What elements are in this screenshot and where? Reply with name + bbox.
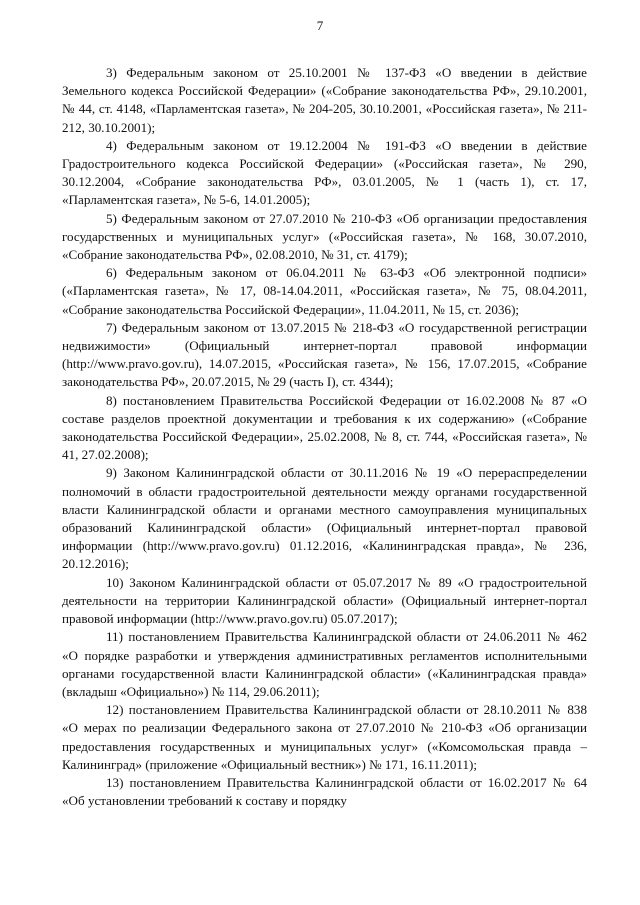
- list-item-11: 11) постановлением Правительства Калининградской области от 24.06.2011 № 462 «О порядке разработки и утверждения административных регламентов исполнительными органами государственной власти Калининградской области» («Калининградская правда» (вкладыш «Официально») № 114, 29.06.2011);: [62, 629, 587, 699]
- list-item-4: 4) Федеральным законом от 19.12.2004 № 191-ФЗ «О введении в действие Градостроительного кодекса Российской Федерации» («Российская газета», № 290, 30.12.2004, «Собрание законодательства РФ», 03.01.2005, № 1 (часть 1), ст. 17, «Парламентская газета», № 5-6, 14.01.2005);: [62, 137, 587, 208]
- list-item-12: 12) постановлением Правительства Калининградской области от 28.10.2011 № 838 «О мерах по реализации Федерального закона от 27.07.2010 № 210-ФЗ «Об организации предоставления государственных и муниципальных услуг» («Комсомольская правда – Калининград» (приложение «Официальный вестник») № 171, 16.11.2011);: [62, 702, 587, 772]
- list-item-9: 9) Законом Калининградской области от 30.11.2016 № 19 «О перераспределении полномочий в области градостроительной деятельности между органами государственной власти Калининградской области и органами местного самоуправления муниципальных образований Калининградской области» (Официальный интернет-портал правовой информации (http://www.pravo.gov.ru) 01.12.2016, «Калининградская правда», № 236, 20.12.2016);: [62, 465, 587, 572]
- list-item-3: 3) Федеральным законом от 25.10.2001 № 137-ФЗ «О введении в действие Земельного кодекса Российской Федерации» («Собрание законодательства РФ», 29.10.2001, № 44, ст. 4148, «Парламентская газета», № 204-205, 30.10.2001, «Российская газета», № 211-212, 30.10.2001);: [62, 65, 587, 135]
- list-item-5: 5) Федеральным законом от 27.07.2010 № 210-ФЗ «Об организации предоставления государственных и муниципальных услуг» («Российская газета», № 168, 30.07.2010, «Собрание законодательства РФ», 02.08.2010, № 31, ст. 4179);: [62, 210, 587, 263]
- list-item-13: 13) постановлением Правительства Калининградской области от 16.02.2017 № 64 «Об установлении требований к составу и порядку: [62, 774, 587, 809]
- page-number: 7: [316, 18, 324, 33]
- list-item-7: 7) Федеральным законом от 13.07.2015 № 218-ФЗ «О государственной регистрации недвижимости» (Официальный интернет-портал правовой информации (http://www.pravo.gov.ru), 14.07.2015, «Российская газета», № 156, 17.07.2015, «Собрание законодательства РФ», 20.07.2015, № 29 (часть I), ст. 4344);: [62, 319, 587, 390]
- list-item-6: 6) Федеральным законом от 06.04.2011 № 63-ФЗ «Об электронной подписи» («Парламентская газета», № 17, 08-14.04.2011, «Российская газета», № 75, 08.04.2011, «Собрание законодательства Российской Федерации», 11.04.2011, № 15, ст. 2036);: [62, 265, 587, 317]
- document-body: [62, 64, 587, 810]
- list-item-10: 10) Законом Калининградской области от 05.07.2017 № 89 «О градостроительной деятельности на территории Калининградской области» (Официальный интернет-портал правовой информации (http://www.pravo.gov.ru) 05.07.2017);: [62, 574, 587, 627]
- list-item-8: 8) постановлением Правительства Российской Федерации от 16.02.2008 № 87 «О составе разделов проектной документации и требования к их содержанию» («Собрание законодательства Российской Федерации», 25.02.2008, № 8, ст. 744, «Российская газета», № 41, 27.02.2008);: [62, 392, 587, 463]
